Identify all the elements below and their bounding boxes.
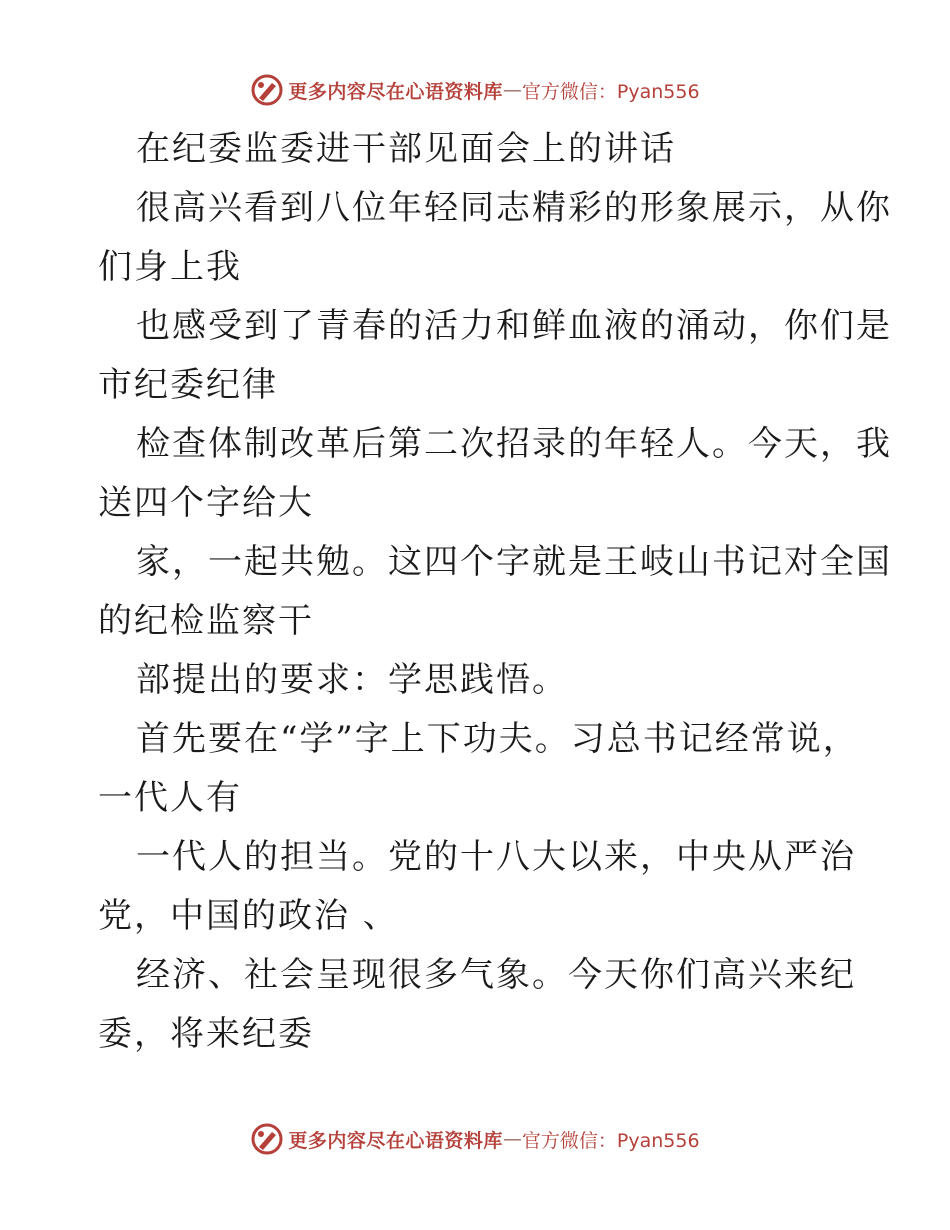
text-line: 们身上我: [98, 247, 242, 287]
text-line: 家，一起共勉。这四个字就是王岐山书记对全国: [136, 542, 892, 582]
text-line: 市纪委纪律: [98, 365, 278, 405]
text-line: 送四个字给大: [98, 483, 314, 523]
banner-separator: —: [502, 79, 522, 101]
text-line: 很高兴看到八位年轻同志精彩的形象展示，从你: [136, 188, 892, 228]
banner-separator: —: [502, 1128, 522, 1150]
banner-title: 更多内容尽在心语资料库: [288, 80, 503, 103]
text-line: 经济、社会呈现很多气象。今天你们高兴来纪: [136, 955, 856, 995]
pen-logo-icon: [250, 73, 284, 107]
footer-banner: [0, 1119, 950, 1159]
text-line: 首先要在“学”字上下功夫。习总书记经常说，: [136, 719, 859, 759]
banner-wechat: 官方微信：Pyan556: [521, 1129, 700, 1152]
text-line: 党，中国的政治 、: [98, 896, 399, 936]
text-line: 一代人的担当。党的十八大以来，中央从严治: [136, 837, 856, 877]
text-line: 检查体制改革后第二次招录的年轻人。今天，我: [136, 424, 892, 464]
banner-wechat: 官方微信：Pyan556: [521, 80, 700, 103]
text-line: 部提出的要求：学思践悟。: [136, 660, 568, 700]
header-banner: [0, 70, 950, 110]
text-line: 的纪检监察干: [98, 601, 314, 641]
document-title: 在纪委监委进干部见面会上的讲话: [136, 129, 676, 169]
text-line: 也感受到了青春的活力和鲜血液的涌动，你们是: [136, 306, 892, 346]
pen-logo-icon: [250, 1122, 284, 1156]
text-line: 委，将来纪委: [98, 1014, 314, 1054]
document-body: [98, 120, 892, 1064]
text-line: 一代人有: [98, 778, 242, 818]
banner-title: 更多内容尽在心语资料库: [288, 1129, 503, 1152]
